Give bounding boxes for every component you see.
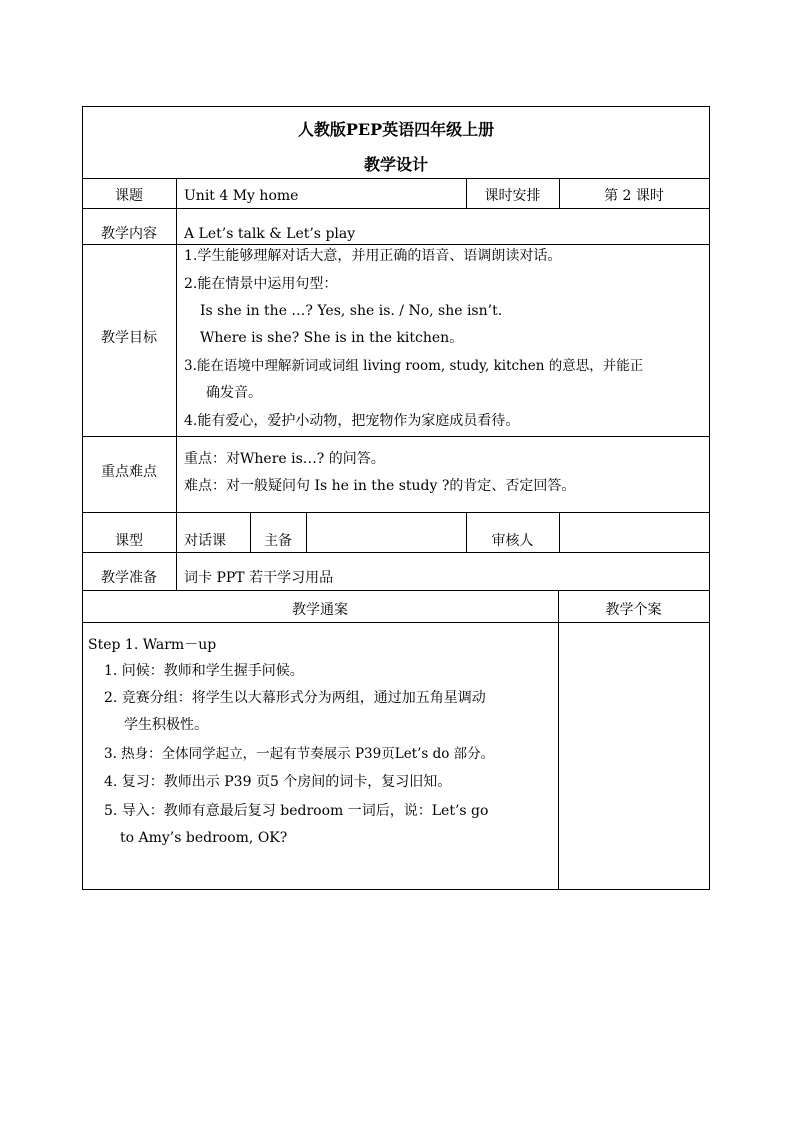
goals-label: 教学目标 <box>101 330 157 346</box>
table-rule <box>306 512 307 552</box>
table-border-left <box>82 106 83 890</box>
plan-line: 1. 问候：教师和学生握手问候。 <box>104 663 304 679</box>
individual-plan-header: 教学个案 <box>605 602 662 618</box>
goal-line: 确发音。 <box>206 385 262 401</box>
plan-line: 3. 热身：全体同学起立，一起有节奏展示 P39页Let’s do 部分。 <box>104 746 495 762</box>
table-border-top <box>82 106 710 107</box>
schedule-value: 第 2 课时 <box>604 188 664 204</box>
table-border-right <box>709 106 710 890</box>
prep-label: 教学准备 <box>101 570 157 586</box>
goal-line: Where is she? She is in the kitchen。 <box>200 330 464 346</box>
document-title: 人教版PEP英语四年级上册 <box>297 120 495 139</box>
plan-line: 学生积极性。 <box>124 717 208 733</box>
goal-line: Is she in the …? Yes, she is. / No, she isn’t. <box>200 303 503 319</box>
table-rule <box>82 590 710 591</box>
step-title: Step 1. Warm－up <box>88 637 217 653</box>
reviewer-label: 审核人 <box>491 533 534 549</box>
goal-line: 2.能在情景中运用句型： <box>184 276 338 292</box>
table-rule <box>558 590 559 890</box>
table-border-bottom <box>82 889 710 890</box>
goal-line: 4.能有爱心，爱护小动物，把宠物作为家庭成员看待。 <box>184 413 520 429</box>
prep-value: 词卡 PPT 若干学习用品 <box>184 570 334 586</box>
plan-line: to Amy’s bedroom, OK? <box>120 830 288 846</box>
keypoint-line: 重点：对Where is…? 的问答。 <box>184 451 385 467</box>
goal-line: 1.学生能够理解对话大意，并用正确的语音、语调朗读对话。 <box>184 248 562 264</box>
common-plan-header: 教学通案 <box>292 602 348 618</box>
document-subtitle: 教学设计 <box>363 155 428 174</box>
table-rule <box>82 622 710 623</box>
preparer-label: 主备 <box>264 533 292 549</box>
type-label: 课型 <box>115 533 143 549</box>
goal-line: 3.能在语境中理解新词或词组 living room, study, kitchen 的意思，并能正 <box>184 358 644 374</box>
keypoint-line: 难点：对一般疑问句 Is he in the study ?的肯定、否定回答。 <box>184 478 576 494</box>
content-value: A Let’s talk & Let’s play <box>184 226 356 242</box>
topic-value: Unit 4 My home <box>184 188 299 204</box>
table-rule <box>559 512 560 552</box>
plan-line: 4. 复习：教师出示 P39 页5 个房间的词卡，复习旧知。 <box>104 774 452 790</box>
plan-line: 5. 导入：教师有意最后复习 bedroom 一词后，说：Let’s go <box>104 803 489 819</box>
keypoints-label: 重点难点 <box>101 464 157 480</box>
plan-line: 2. 竞赛分组：将学生以大幕形式分为两组，通过加五角星调动 <box>104 690 486 706</box>
topic-label: 课题 <box>115 188 143 204</box>
type-value: 对话课 <box>184 533 226 549</box>
schedule-label: 课时安排 <box>484 188 541 204</box>
table-rule <box>176 178 177 590</box>
content-label: 教学内容 <box>101 226 157 242</box>
